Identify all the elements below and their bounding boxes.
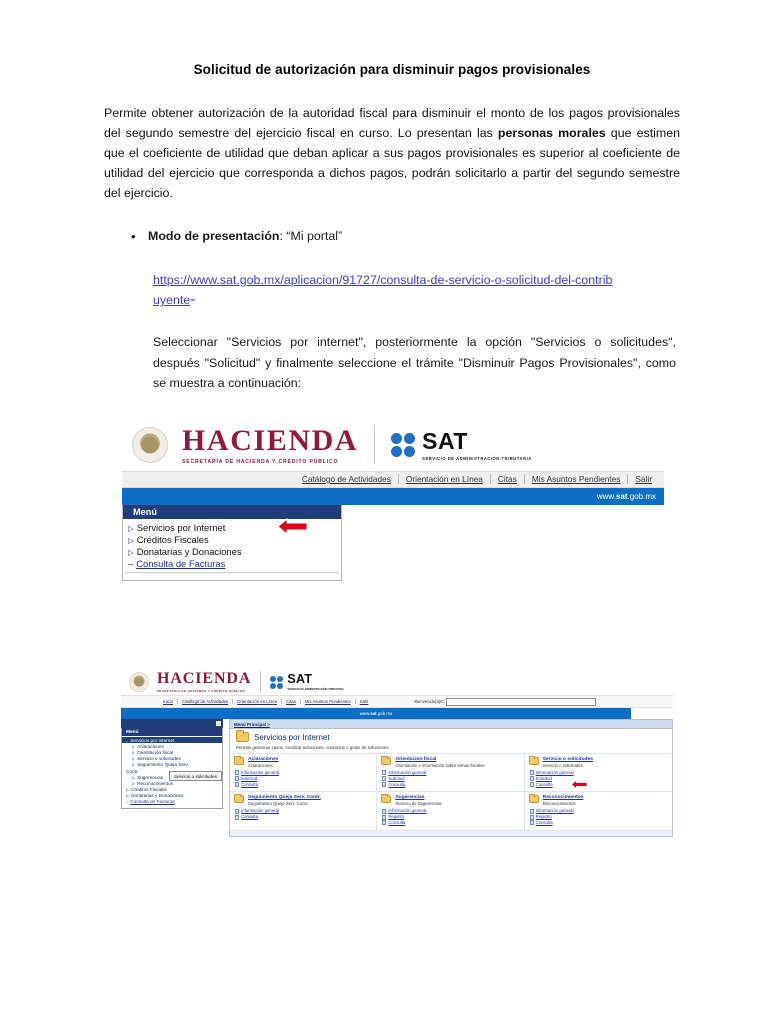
card-link-informacion-general[interactable]: Información general	[241, 770, 279, 775]
nav-link-citas[interactable]: Citas	[491, 474, 525, 484]
url-domain: sat	[370, 711, 377, 716]
menu-item-servicios-por-internet[interactable]	[126, 521, 341, 533]
mexico-coat-of-arms-icon	[129, 672, 149, 692]
url-suffix: .gob.mx	[376, 711, 393, 716]
card-subtitle: Aclaraciones	[248, 762, 273, 768]
card-header	[234, 757, 372, 768]
hacienda-wordmark-2	[157, 671, 251, 693]
card-link-consulta[interactable]: Consulta	[388, 819, 406, 825]
sidebar-item-label: Orientación fiscal	[137, 749, 174, 755]
service-card-seguimiento-queja	[230, 792, 377, 830]
link-container	[153, 270, 613, 310]
card-link-informacion-general[interactable]: Información general	[388, 770, 427, 775]
sat-subtitle: SERVICIO DE ADMINISTRACIÓN TRIBUTARIA	[422, 455, 532, 461]
service-cards-grid	[230, 753, 672, 831]
document-icon	[530, 809, 534, 814]
main-page-title-row	[230, 729, 672, 745]
dash-marker-icon: –	[128, 557, 134, 569]
nav-link-mis-asuntos-pendientes[interactable]: Mis Asuntos Pendientes	[301, 699, 356, 704]
card-header	[234, 795, 372, 806]
document-icon	[530, 776, 534, 781]
card-link-solicitud[interactable]: Solicitud	[241, 775, 258, 781]
nav-link-mis-asuntos-pendientes[interactable]: Mis Asuntos Pendientes	[525, 474, 629, 484]
sat-wordmark-2	[287, 673, 343, 691]
sidebar-item-label: Sugerencias	[137, 774, 164, 780]
document-page	[0, 0, 768, 393]
card-title-link[interactable]: Sugerencias	[395, 795, 425, 801]
card-link-row	[530, 820, 668, 826]
expand-arrow-icon: ▷	[126, 793, 130, 799]
menu-panel-wrapper-1	[122, 505, 664, 581]
expand-arrow-icon: ▷	[126, 787, 130, 793]
document-icon	[382, 815, 386, 820]
sat-brand-header-2	[121, 668, 673, 695]
nav-link-salir[interactable]: Salir	[359, 699, 369, 704]
mexico-coat-of-arms-icon	[132, 427, 168, 463]
nav-link-orientacion-en-linea[interactable]: Orientación en Línea	[233, 699, 282, 704]
document-icon	[235, 770, 239, 775]
hacienda-title: HACIENDA	[157, 670, 252, 687]
document-icon	[235, 782, 239, 787]
card-link-row	[382, 782, 519, 788]
brand-divider	[374, 425, 375, 465]
menu-item-label: Créditos Fiscales	[136, 533, 209, 545]
expand-arrow-icon: ▷	[132, 749, 136, 755]
card-link-solicitud[interactable]: Solicitud	[388, 775, 405, 781]
menu-item-label: Servicios por Internet	[136, 521, 226, 533]
card-link-informacion-general[interactable]: Información general	[388, 808, 427, 814]
folder-icon	[234, 757, 244, 765]
document-icon	[530, 815, 534, 820]
sidebar-menu-header: Menú	[122, 728, 222, 736]
screenshot-mi-portal-menu	[122, 421, 664, 581]
card-header	[529, 795, 668, 806]
card-subtitle: Orientación e información sobre temas fiscales	[395, 762, 485, 768]
expand-arrow-icon: ▷	[132, 780, 136, 786]
sat-portal-link[interactable]: https://www.sat.gob.mx/aplicacion/91727/consulta-de-servicio-o-solicitud-del-contribuyente	[153, 273, 613, 308]
welcome-area	[414, 698, 596, 706]
card-link-consulta[interactable]: Consulta	[241, 781, 258, 787]
instructions-paragraph: Seleccionar "Servicios por internet", posteriormente la opción "Servicios o solicitudes", después "Solicitud" y finalmente seleccione el trámite "Disminuir Pagos Provisionales", como se muestra a continuación:	[153, 335, 676, 390]
sidebar-item-label: Servicios por internet	[130, 737, 175, 743]
bullet-modo-presentacion	[104, 227, 680, 248]
nav-link-orientacion-en-linea[interactable]: Orientación en Línea	[399, 474, 491, 484]
card-link-consulta[interactable]: Consulta	[535, 819, 553, 825]
card-link-informacion-general[interactable]: Información general	[535, 770, 574, 775]
screenshot-servicios-por-internet-portal	[121, 668, 673, 837]
tooltip-servicio-o-solicitudes: Servicio o solicitudes	[169, 771, 222, 781]
sidebar-item-label: Aclaraciones	[137, 743, 164, 749]
expand-arrow-icon: ▷	[132, 743, 136, 749]
document-icon	[235, 776, 239, 781]
menu-footer-divider	[125, 572, 339, 576]
card-title-block	[543, 757, 593, 768]
card-header	[381, 757, 519, 768]
sidebar-item-consulta-de-facturas[interactable]	[122, 799, 222, 805]
folder-icon	[381, 795, 391, 803]
main-panel-footer	[230, 831, 672, 836]
minimize-icon[interactable]	[216, 721, 221, 726]
document-icon	[382, 809, 386, 814]
document-icon	[530, 770, 534, 775]
card-link-row	[530, 782, 668, 788]
url-blue-bar-1	[122, 488, 664, 505]
sidebar-item-label: Donatarias y Donaciones	[131, 793, 184, 799]
nav-link-catalogo-actividades[interactable]: Catálogo de Actividades	[178, 699, 233, 704]
menu-item-creditos-fiscales[interactable]	[126, 533, 341, 545]
document-icon	[235, 809, 239, 814]
intro-paragraph	[104, 103, 680, 203]
url-prefix: www.	[359, 711, 371, 716]
card-title-block	[395, 757, 484, 768]
portal-main-panel	[229, 719, 673, 837]
sidebar-item-label: Reconocimientos	[137, 780, 174, 786]
card-header	[529, 757, 668, 768]
bullet-value: : “Mi portal”	[279, 229, 343, 244]
breadcrumb	[230, 720, 672, 729]
expand-arrow-icon: ▷	[128, 523, 134, 533]
folder-icon	[234, 795, 244, 803]
card-links	[381, 808, 519, 825]
service-card-servicio-o-solicitudes	[525, 754, 672, 792]
service-card-aclaraciones	[230, 754, 377, 792]
document-icon	[382, 782, 386, 787]
document-icon	[530, 782, 534, 787]
url-prefix: www.	[596, 492, 616, 501]
top-nav-bar-1	[122, 471, 664, 488]
nav-link-catalogo-actividades[interactable]: Catálogo de Actividades	[295, 474, 399, 484]
link-and-instructions	[104, 270, 680, 392]
menu-item-link[interactable]: Consulta de Facturas	[136, 557, 226, 569]
dash-marker-icon: –	[126, 799, 129, 805]
document-icon	[382, 820, 386, 825]
brand-divider	[260, 671, 261, 693]
card-title-link[interactable]: Orientación fiscal	[395, 757, 437, 762]
bullet-marker-icon: •	[131, 229, 136, 245]
expand-arrow-icon: ▷	[132, 774, 136, 780]
sat-subtitle: SERVICIO DE ADMINISTRACIÓN TRIBUTARIA	[287, 687, 344, 691]
sat-logo	[391, 427, 532, 461]
sat-dots-icon	[391, 433, 415, 457]
url-domain: sat	[615, 492, 628, 501]
card-links	[234, 770, 372, 787]
service-card-sugerencias	[377, 792, 524, 830]
expand-arrow-icon: ▷	[128, 547, 134, 557]
card-title-block	[543, 795, 584, 806]
sidebar-item-link[interactable]: Consulta de Facturas	[130, 799, 175, 805]
document-icon	[235, 815, 239, 820]
service-card-orientacion-fiscal	[377, 754, 524, 792]
card-title-link[interactable]: Seguimiento Queja Serv. Contr.	[248, 795, 321, 801]
menu-list-1	[123, 519, 341, 569]
card-subtitle: Servicio de Sugerencias	[395, 800, 442, 806]
card-links	[529, 808, 668, 825]
sat-wordmark	[422, 427, 532, 461]
portal-sidebar	[121, 719, 223, 809]
sat-title: SAT	[422, 427, 468, 454]
card-subtitle: Servicio o solicitudes	[542, 762, 583, 768]
bullet-content	[148, 227, 342, 248]
intro-text-part1: Permite obtener autorización de la autoridad fiscal para disminuir el monto de los pagos provisionales del segundo semestre del ejercicio fiscal en curso. Lo presentan las	[104, 106, 680, 141]
expand-arrow-icon: ▷	[128, 535, 134, 545]
card-link-row	[235, 814, 372, 820]
page-title: Solicitud de autorización para disminuir pagos provisionales	[193, 62, 591, 77]
sidebar-item-label: Créditos Fiscales	[131, 787, 168, 793]
menu-item-consulta-de-facturas[interactable]	[126, 557, 341, 569]
sat-title: SAT	[287, 672, 313, 687]
hacienda-title: HACIENDA	[182, 423, 359, 457]
intro-text-part2: que estimen que el coeficiente de utilidad que deban aplicar a sus pagos provisionales es superior al coeficiente de utilidad del ejercicio que corresponda a dichos pagos, podrán solicitarlo a partir del segundo semestre del ejercicio.	[104, 126, 680, 201]
document-icon	[382, 770, 386, 775]
url-blue-bar-2	[121, 708, 631, 719]
nav-link-salir[interactable]: Salir	[635, 474, 652, 484]
main-page-title: Servicios por Internet	[254, 732, 330, 742]
card-title-block	[395, 795, 441, 806]
card-subtitle: Reconocimientos	[542, 800, 576, 806]
card-link-registro[interactable]: Registro	[535, 814, 552, 820]
card-subtitle: Seguimiento Queja Serv. Contr.	[248, 800, 309, 806]
card-link-registro[interactable]: Registro	[388, 814, 405, 820]
main-page-description: Permite gestionar casos, localizar soluciones, contactos o guías de soluciones.	[236, 745, 390, 750]
card-link-informacion-general[interactable]: Información general	[535, 808, 574, 814]
menu-panel-1	[122, 505, 342, 581]
user-name-input[interactable]	[446, 698, 596, 706]
top-nav-bar-2	[121, 695, 673, 708]
collapse-marker-icon: –	[126, 737, 129, 743]
card-link-informacion-general[interactable]: Información general	[241, 808, 279, 814]
red-arrow-pointer-solicitud	[571, 780, 588, 789]
sidebar-item-label: Servicio o solicitudes	[137, 756, 181, 762]
sat-brand-header-1	[122, 421, 664, 471]
red-arrow-pointer-servicios-internet	[278, 518, 308, 535]
hacienda-subtitle: SECRETARÍA DE HACIENDA Y CRÉDITO PÚBLICO	[157, 689, 246, 693]
folder-icon	[381, 757, 391, 765]
welcome-label: Bienvenido(a)IC	[414, 699, 445, 704]
folder-icon	[529, 795, 539, 803]
card-header	[381, 795, 519, 806]
card-links	[381, 770, 519, 787]
url-suffix: .gob.mx	[627, 492, 656, 501]
hacienda-subtitle: SECRETARÍA DE HACIENDA Y CRÉDITO PÚBLICO	[182, 458, 339, 465]
sidebar-menu-panel	[121, 728, 223, 809]
sidebar-item-label: Seguimiento Queja Serv.	[137, 762, 189, 768]
portal-body	[121, 719, 673, 837]
card-link-solicitud[interactable]: Solicitud	[535, 775, 552, 781]
folder-icon	[236, 732, 249, 742]
card-link-consulta[interactable]: Consulta	[535, 781, 553, 787]
document-icon	[382, 776, 386, 781]
card-title-block	[248, 757, 278, 768]
card-title-block	[248, 795, 321, 806]
menu-item-donatarias-y-donaciones[interactable]	[126, 545, 341, 557]
card-title-link[interactable]: Reconocimientos	[542, 795, 584, 801]
nav-link-inicio[interactable]: Inicio	[159, 699, 178, 704]
expand-arrow-icon: ▷	[132, 756, 136, 762]
expand-arrow-icon: ▷	[132, 762, 136, 768]
card-links	[529, 770, 668, 787]
document-icon	[530, 820, 534, 825]
card-link-row	[382, 820, 519, 826]
card-title-link[interactable]: Servicio o solicitudes	[542, 757, 593, 762]
card-link-row	[235, 782, 372, 788]
folder-icon	[529, 757, 539, 765]
link-trailing-dash: -	[190, 291, 196, 309]
breadcrumb-label[interactable]: Menú Principal >	[234, 721, 270, 727]
sidebar-item-label: Contr.	[126, 768, 139, 774]
card-title-link[interactable]: Aclaraciones	[248, 757, 279, 762]
card-link-consulta[interactable]: Consulta	[241, 814, 258, 820]
menu-item-label: Donatarias y Donaciones	[136, 545, 242, 557]
hacienda-wordmark	[182, 423, 359, 465]
bullet-label: Modo de presentación	[148, 229, 280, 244]
sidebar-minimize-bar[interactable]	[121, 719, 223, 728]
sat-logo-2	[270, 673, 343, 691]
card-link-consulta[interactable]: Consulta	[388, 781, 406, 787]
intro-bold-personas-morales: personas morales	[497, 126, 606, 141]
nav-link-citas[interactable]: Citas	[282, 699, 301, 704]
sat-dots-icon	[270, 676, 283, 689]
menu-header-label: Menú	[123, 505, 341, 519]
card-links	[234, 808, 372, 820]
service-card-reconocimientos	[525, 792, 672, 830]
